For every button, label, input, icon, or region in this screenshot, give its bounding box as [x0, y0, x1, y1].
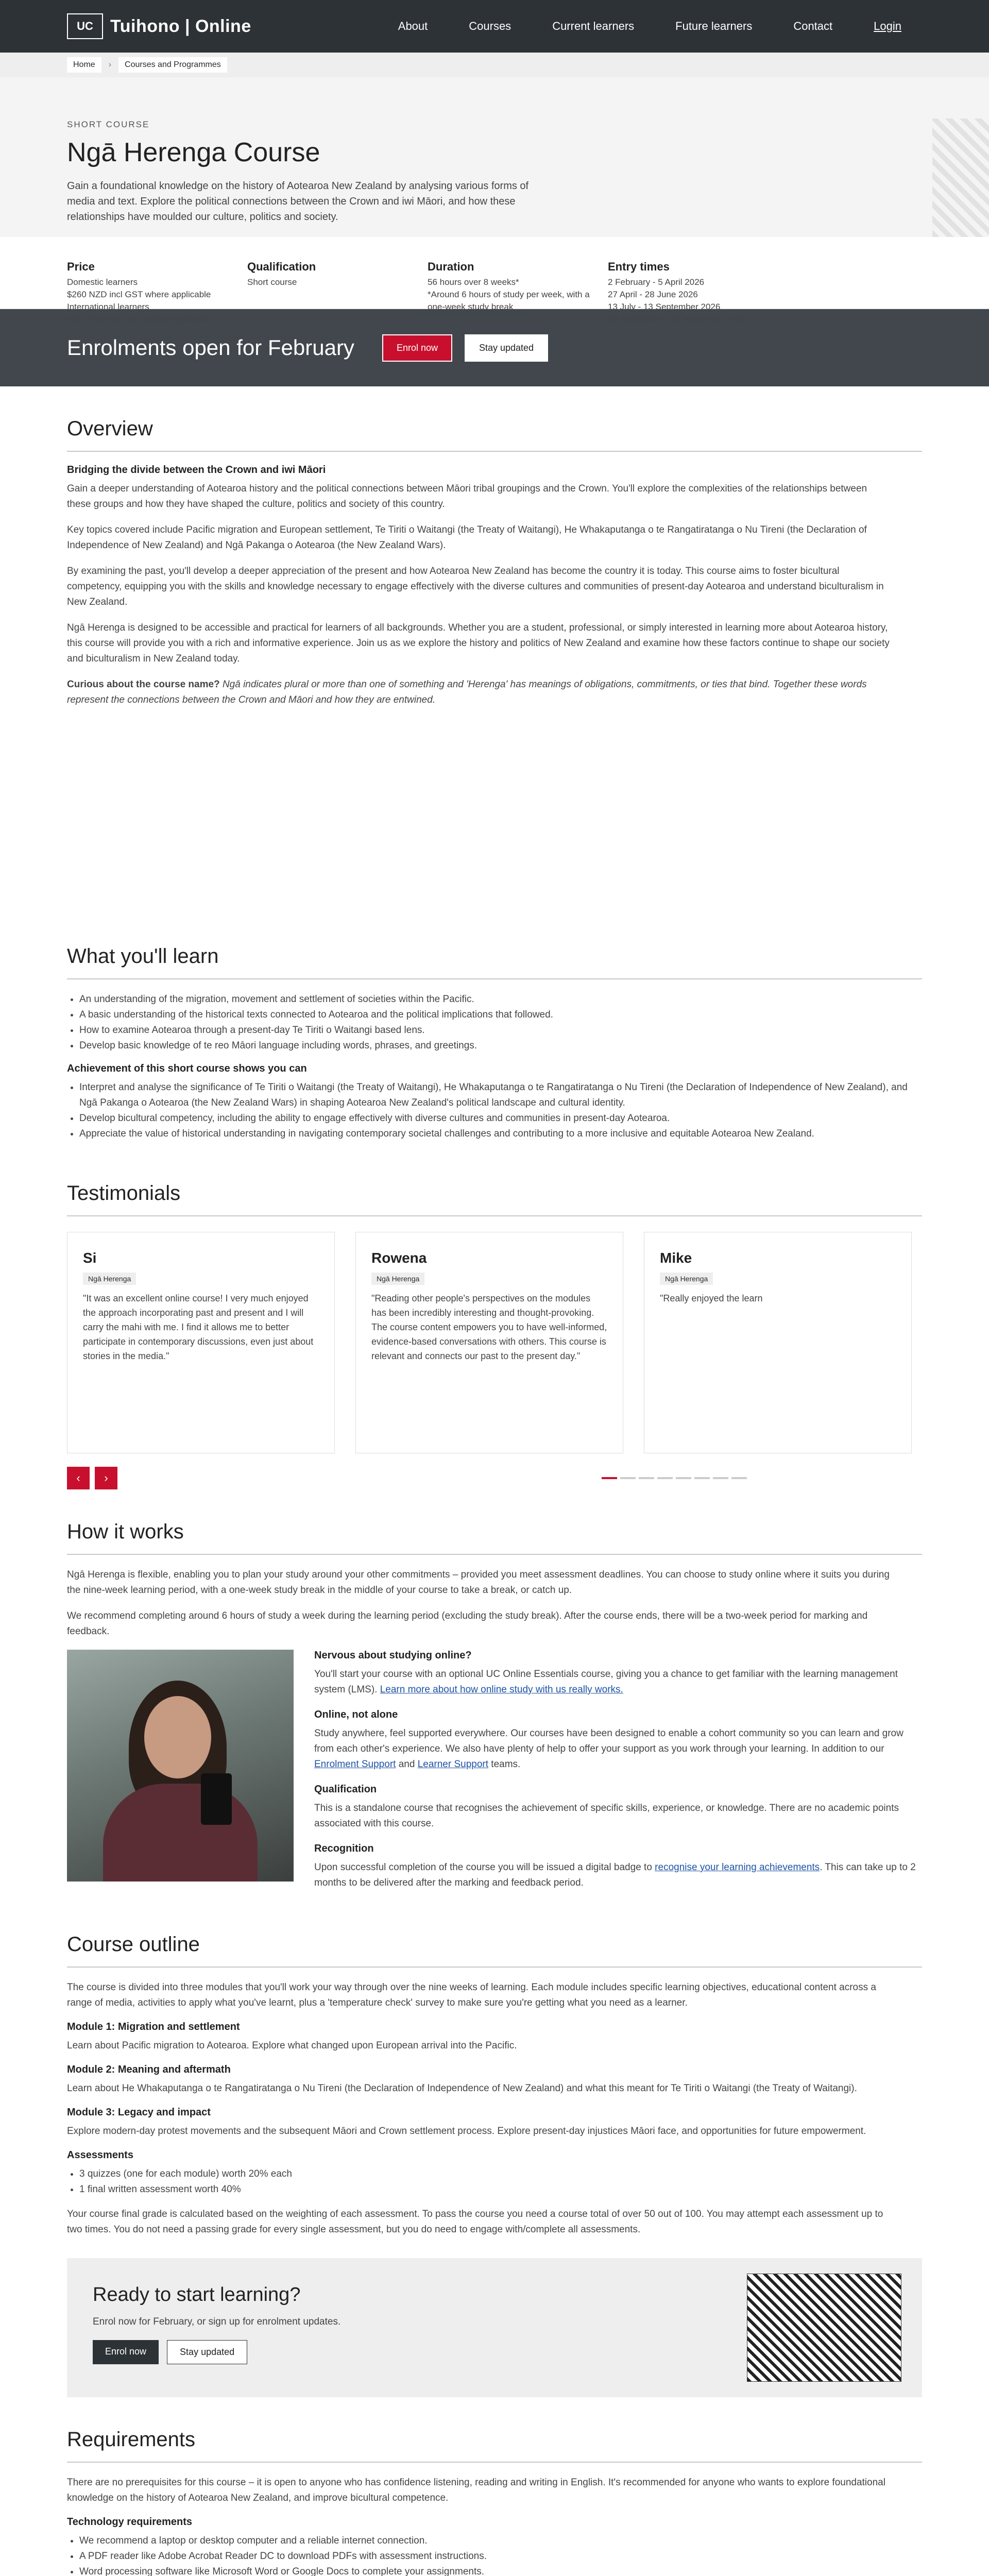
testimonial-name: Rowena	[371, 1250, 427, 1266]
list-item: • A basic understanding of the historical texts connected to Aotearoa and the political implications that followed.	[79, 1007, 922, 1023]
section-divider	[67, 1215, 922, 1216]
carousel-dot[interactable]	[731, 1477, 747, 1479]
price-international-label: International learners	[67, 302, 149, 312]
achievement-heading: Achievement of this short course shows you can	[67, 1063, 307, 1074]
testimonial-card	[644, 1232, 912, 1453]
list-item: • 1 final written assessment worth 40%	[79, 2182, 922, 2197]
carousel-pagination	[602, 1477, 747, 1479]
enrol-now-button[interactable]: Enrol now	[382, 334, 452, 362]
decorative-pattern	[747, 2274, 901, 2382]
alone-text	[314, 1726, 922, 1772]
online-study-link[interactable]: Learn more about how online study with us really works.	[380, 1684, 623, 1695]
cta-content	[93, 2284, 505, 2371]
overview-section	[0, 386, 989, 914]
module-heading: Module 2: Meaning and aftermath	[67, 2064, 231, 2075]
entry-times-fact	[608, 261, 788, 326]
carousel-dot[interactable]	[713, 1477, 728, 1479]
module-text: Explore modern-day protest movements and the subsequent Māori and Crown settlement process. Explore present-day injustices Māori face, and opportunities for future empowerment.	[67, 2126, 866, 2137]
nav-future-learners[interactable]: Future learners	[675, 20, 753, 32]
cta-enrol-button[interactable]: Enrol now	[93, 2340, 159, 2364]
spacer	[67, 718, 922, 914]
course-name-question: Curious about the course name?	[67, 679, 220, 690]
list-item: • 3 quizzes (one for each module) worth 20% each	[79, 2166, 922, 2182]
overview-paragraph: Ngā Herenga is designed to be accessible and practical for learners of all backgrounds. Whether you are a student, professional, or simply interested in learning more about Aotearoa history, this course will provide you with a rich and informative experience. Join us as we explore the history and politics of New Zealand and examine how these factors continue to shape our society and biculturalism in New Zealand today.	[67, 622, 890, 664]
list-item: • An understanding of the migration, movement and settlement of societies within the Pacific.	[79, 992, 922, 1007]
nervous-heading: Nervous about studying online?	[314, 1650, 472, 1661]
cta-heading: Ready to start learning?	[93, 2284, 301, 2306]
learn-section	[0, 914, 989, 1142]
requirements-section	[0, 2397, 989, 2576]
carousel-dot[interactable]	[602, 1477, 617, 1479]
price-heading: Price	[67, 260, 95, 273]
alone-end: teams.	[491, 1759, 521, 1770]
site-logo[interactable]	[67, 13, 251, 39]
list-item: • Develop bicultural competency, including the ability to engage effectively with diverse cultures and communities in present-day Aotearoa.	[79, 1111, 922, 1126]
nav-courses[interactable]: Courses	[469, 20, 511, 32]
how-heading: How it works	[67, 1520, 184, 1543]
testimonial-carousel	[67, 1232, 922, 1453]
testimonials-heading: Testimonials	[67, 1182, 181, 1205]
nervous-text	[314, 1667, 922, 1698]
duration-fact	[428, 261, 608, 326]
list-item: • Word processing software like Microsoft Word or Google Docs to complete your assignments.	[79, 2564, 922, 2576]
duration-value: 56 hours over 8 weeks*	[428, 277, 519, 287]
breadcrumb-courses[interactable]: Courses and Programmes	[118, 57, 227, 73]
alone-and: and	[398, 1759, 415, 1770]
overview-paragraph: Gain a deeper understanding of Aotearoa history and the political connections between Māori tribal groupings and the Crown. You'll explore the complexities of the relationships between these groups and how they have shaped the culture, politics and society of this country.	[67, 483, 867, 510]
how-details	[314, 1650, 922, 1902]
enrolment-support-link[interactable]: Enrolment Support	[314, 1759, 396, 1770]
testimonial-course-tag: Ngā Herenga	[371, 1273, 424, 1285]
learn-heading: What you'll learn	[67, 945, 219, 968]
outline-heading: Course outline	[67, 1933, 200, 1956]
qualification-heading: Qualification	[314, 1784, 377, 1795]
entry-time: 28 September - 29 November 2026	[608, 314, 745, 324]
breadcrumb-separator-icon: ›	[108, 60, 112, 69]
cta-buttons	[93, 2340, 505, 2364]
entry-time: 27 April - 28 June 2026	[608, 290, 698, 299]
section-divider	[67, 978, 922, 979]
uc-crest-icon: UC	[67, 13, 103, 39]
carousel-controls	[67, 1467, 922, 1489]
price-domestic-label: Domestic learners	[67, 277, 138, 287]
page-title: Ngā Herenga Course	[67, 138, 320, 167]
section-divider	[67, 1967, 922, 1968]
list-item: • A PDF reader like Adobe Acrobat Reader DC to download PDFs with assessment instructions.	[79, 2549, 922, 2564]
assessment-info: Your course final grade is calculated based on the weighting of each assessment. To pass the course you need a course total of over 50 out of 100. You may attempt each assessment up to two times. You do not need a passing grade for every single assessment, but you do need to engage with/complete all assessments.	[67, 2209, 883, 2235]
photo-face	[144, 1696, 211, 1778]
overview-subheading: Bridging the divide between the Crown and iwi Māori	[67, 464, 326, 476]
course-intro: Gain a foundational knowledge on the history of Aotearoa New Zealand by analysing various forms of media and text. Explore the political connections between the Crown and iwi Māori, and how these relationships have moulded our culture, politics and society.	[67, 180, 529, 223]
module-text: Learn about He Whakaputanga o te Rangatiratanga o Nu Tireni (the Declaration of Independence of New Zealand) and what this meant for Te Tiriti o Waitangi (the Treaty of Waitangi).	[67, 2083, 857, 2094]
course-name-explanation: Ngā indicates plural or more than one of something and 'Herenga' has meanings of obligations, commitments, or ties that bind. Together these words represent the connections between the Crown and Māori and how they are entwined.	[67, 679, 867, 705]
carousel-prev-icon[interactable]: ‹	[67, 1467, 90, 1489]
module-heading: Module 3: Legacy and impact	[67, 2107, 211, 2118]
entry-time: 2 February - 5 April 2026	[608, 277, 705, 287]
qualification-value: Short course	[247, 277, 297, 287]
top-navigation	[0, 0, 989, 53]
module-heading: Module 1: Migration and settlement	[67, 2021, 240, 2032]
testimonial-name: Mike	[660, 1250, 692, 1266]
section-divider	[67, 451, 922, 452]
nervous-body: You'll start your course with an optional UC Online Essentials course, giving you a chance to get familiar with the learning management system (LMS).	[314, 1669, 898, 1695]
recognition-heading: Recognition	[314, 1843, 374, 1854]
duration-heading: Duration	[428, 260, 474, 273]
testimonial-quote: "It was an excellent online course! I very much enjoyed the approach incorporating past and present and I will carry the mahi with me. I find it allows me to better participate in contemporary discussions, even just about stories in the media."	[83, 1293, 314, 1361]
how-paragraph: We recommend completing around 6 hours of study a week during the learning period (excluding the study break). After the course ends, there will be a two-week period for marking and feedback.	[67, 1611, 868, 1637]
assessments-list	[79, 2166, 922, 2197]
module-text: Learn about Pacific migration to Aotearoa. Explore what changed upon European arrival into the Pacific.	[67, 2040, 517, 2051]
photo-body	[103, 1784, 258, 1882]
nav-about[interactable]: About	[398, 20, 428, 32]
how-grid	[67, 1650, 922, 1902]
carousel-dot[interactable]	[620, 1477, 636, 1479]
how-paragraph: Ngā Herenga is flexible, enabling you to plan your study around your other commitments – provided you meet assessment deadlines. You can choose to study online where it suits you during the nine-week learning period, with a one-week study break in the middle of your course to take a break, or catch up.	[67, 1569, 890, 1596]
course-hero	[0, 77, 989, 237]
assessments-heading: Assessments	[67, 2149, 133, 2161]
carousel-dot[interactable]	[694, 1477, 710, 1479]
price-fact	[67, 261, 247, 326]
overview-heading: Overview	[67, 417, 153, 440]
overview-paragraph: Key topics covered include Pacific migration and European settlement, Te Tiriti o Waitangi (the Treaty of Waitangi), He Whakaputanga o te Rangatiratanga o Nu Tireni (the Declaration of Independence of New Zealand) and Ngā Pakanga o Aotearoa (the New Zealand Wars).	[67, 524, 867, 551]
testimonial-quote: "Reading other people's perspectives on the modules has been incredibly interesting and thought-provoking. The course content empowers you to have well-informed, evidence-based conversations with others. This course is relevant and connects our past to the present day."	[371, 1293, 607, 1361]
recognition-body: Upon successful completion of the course you will be issued a digital badge to	[314, 1862, 652, 1873]
list-item: • Develop basic knowledge of te reo Māori language including words, phrases, and greetings.	[79, 1038, 922, 1054]
list-item: • Appreciate the value of historical understanding in navigating contemporary societal challenges and contributing to a more inclusive and equitable Aotearoa New Zealand.	[79, 1126, 922, 1142]
entry-time: 13 July - 13 September 2026	[608, 302, 721, 312]
carousel-dot[interactable]	[657, 1477, 673, 1479]
cta-text: Enrol now for February, or sign up for enrolment updates.	[93, 2316, 341, 2327]
photo-phone-icon	[201, 1773, 232, 1825]
entry-times-heading: Entry times	[608, 260, 670, 273]
requirements-heading: Requirements	[67, 2428, 196, 2451]
nav-contact[interactable]: Contact	[793, 20, 833, 32]
testimonial-name: Si	[83, 1250, 97, 1266]
cta-stay-updated-button[interactable]: Stay updated	[167, 2340, 247, 2364]
brand-name: Tuihono | Online	[110, 16, 251, 36]
start-learning-cta	[67, 2258, 922, 2397]
breadcrumb	[0, 53, 989, 77]
list-item: • Interpret and analyse the significance of Te Tiriti o Waitangi (the Treaty of Waitangi), He Whakaputanga o te Rangatiratanga o Nu Tireni (the Declaration of Independence of New Zealand), and Ngā Pakanga o Aotearoa (the New Zealand Wars) in shaping Aotearoa New Zealand's political landscape and cultural identity.	[79, 1080, 922, 1111]
price-domestic-value: $260 NZD incl GST where applicable	[67, 290, 211, 299]
stay-updated-button[interactable]: Stay updated	[465, 334, 548, 362]
testimonials-section	[0, 1151, 989, 1489]
list-item: • How to examine Aotearoa through a present-day Te Tiriti o Waitangi based lens.	[79, 1023, 922, 1038]
breadcrumb-home[interactable]: Home	[67, 57, 101, 73]
recognition-text	[314, 1860, 922, 1891]
qualification-fact	[247, 261, 428, 326]
course-type-label: SHORT COURSE	[67, 120, 150, 129]
qualification-text: This is a standalone course that recognises the achievement of specific skills, experience, or knowledge. There are no academic points associated with this course.	[314, 1803, 899, 1829]
learner-photo	[67, 1650, 294, 1882]
testimonial-quote: "Really enjoyed the learn	[660, 1293, 763, 1303]
learner-support-link[interactable]: Learner Support	[417, 1759, 489, 1770]
testimonial-course-tag: Ngā Herenga	[83, 1273, 136, 1285]
overview-paragraph: By examining the past, you'll develop a deeper appreciation of the present and how Aotearoa New Zealand has become the country it is today. This course aims to foster bicultural competency, equipping you with the skills and knowledge necessary to engage effectively with the diverse cultures and communities of present-day Aotearoa and understand biculturalism in New Zealand.	[67, 566, 884, 607]
qualification-heading: Qualification	[247, 260, 316, 273]
course-name-note	[67, 677, 891, 708]
carousel-dot[interactable]	[639, 1477, 654, 1479]
login-link[interactable]: Login	[874, 20, 901, 32]
section-divider	[67, 2462, 922, 2463]
course-outline-section	[0, 1902, 989, 2397]
duration-note: *Around 6 hours of study per week, with a one-week study break	[428, 290, 590, 312]
testimonial-card	[355, 1232, 623, 1453]
primary-menu	[378, 0, 922, 53]
how-it-works-section	[0, 1489, 989, 1902]
testimonial-course-tag: Ngā Herenga	[660, 1273, 713, 1285]
alone-body: Study anywhere, feel supported everywhere. Our courses have been designed to enable a cohort community so you can learn and grow from each other's experience. We also have plenty of help to offer your support as you work through your learning. In addition to our	[314, 1728, 903, 1754]
recognise-achievements-link[interactable]: recognise your learning achievements	[655, 1862, 820, 1873]
outline-paragraph: The course is divided into three modules that you'll work your way through over the nine weeks of learning. Each module includes specific learning objectives, educational content across a range of media, activities to apply what you've learnt, plus a 'temperature check' survey to make sure you're getting what you need as a learner.	[67, 1982, 876, 2008]
course-facts	[0, 237, 989, 324]
alone-heading: Online, not alone	[314, 1709, 398, 1720]
requirements-paragraph: There are no prerequisites for this course – it is open to anyone who has confidence listening, reading and writing in English. It's recommended for anyone who wants to explore foundational knowledge on the history of Aotearoa New Zealand, and improve bicultural competence.	[67, 2477, 885, 2503]
tech-list	[79, 2533, 922, 2576]
decorative-pattern	[932, 118, 989, 237]
carousel-dot[interactable]	[676, 1477, 691, 1479]
recognition-end: . This can take up to 2 months to be delivered after the marking and feedback period.	[314, 1862, 916, 1888]
learn-list	[79, 992, 922, 1054]
nav-current-learners[interactable]: Current learners	[552, 20, 635, 32]
tech-heading: Technology requirements	[67, 2516, 193, 2528]
section-divider	[67, 1554, 922, 1555]
achievement-list	[79, 1080, 922, 1142]
testimonial-card	[67, 1232, 335, 1453]
price-international-value: $627 NZD incl GST where applicable	[67, 314, 211, 324]
carousel-next-icon[interactable]: ›	[95, 1467, 117, 1489]
list-item: • We recommend a laptop or desktop computer and a reliable internet connection.	[79, 2533, 922, 2549]
enrolment-banner-title: Enrolments open for February	[67, 335, 354, 360]
